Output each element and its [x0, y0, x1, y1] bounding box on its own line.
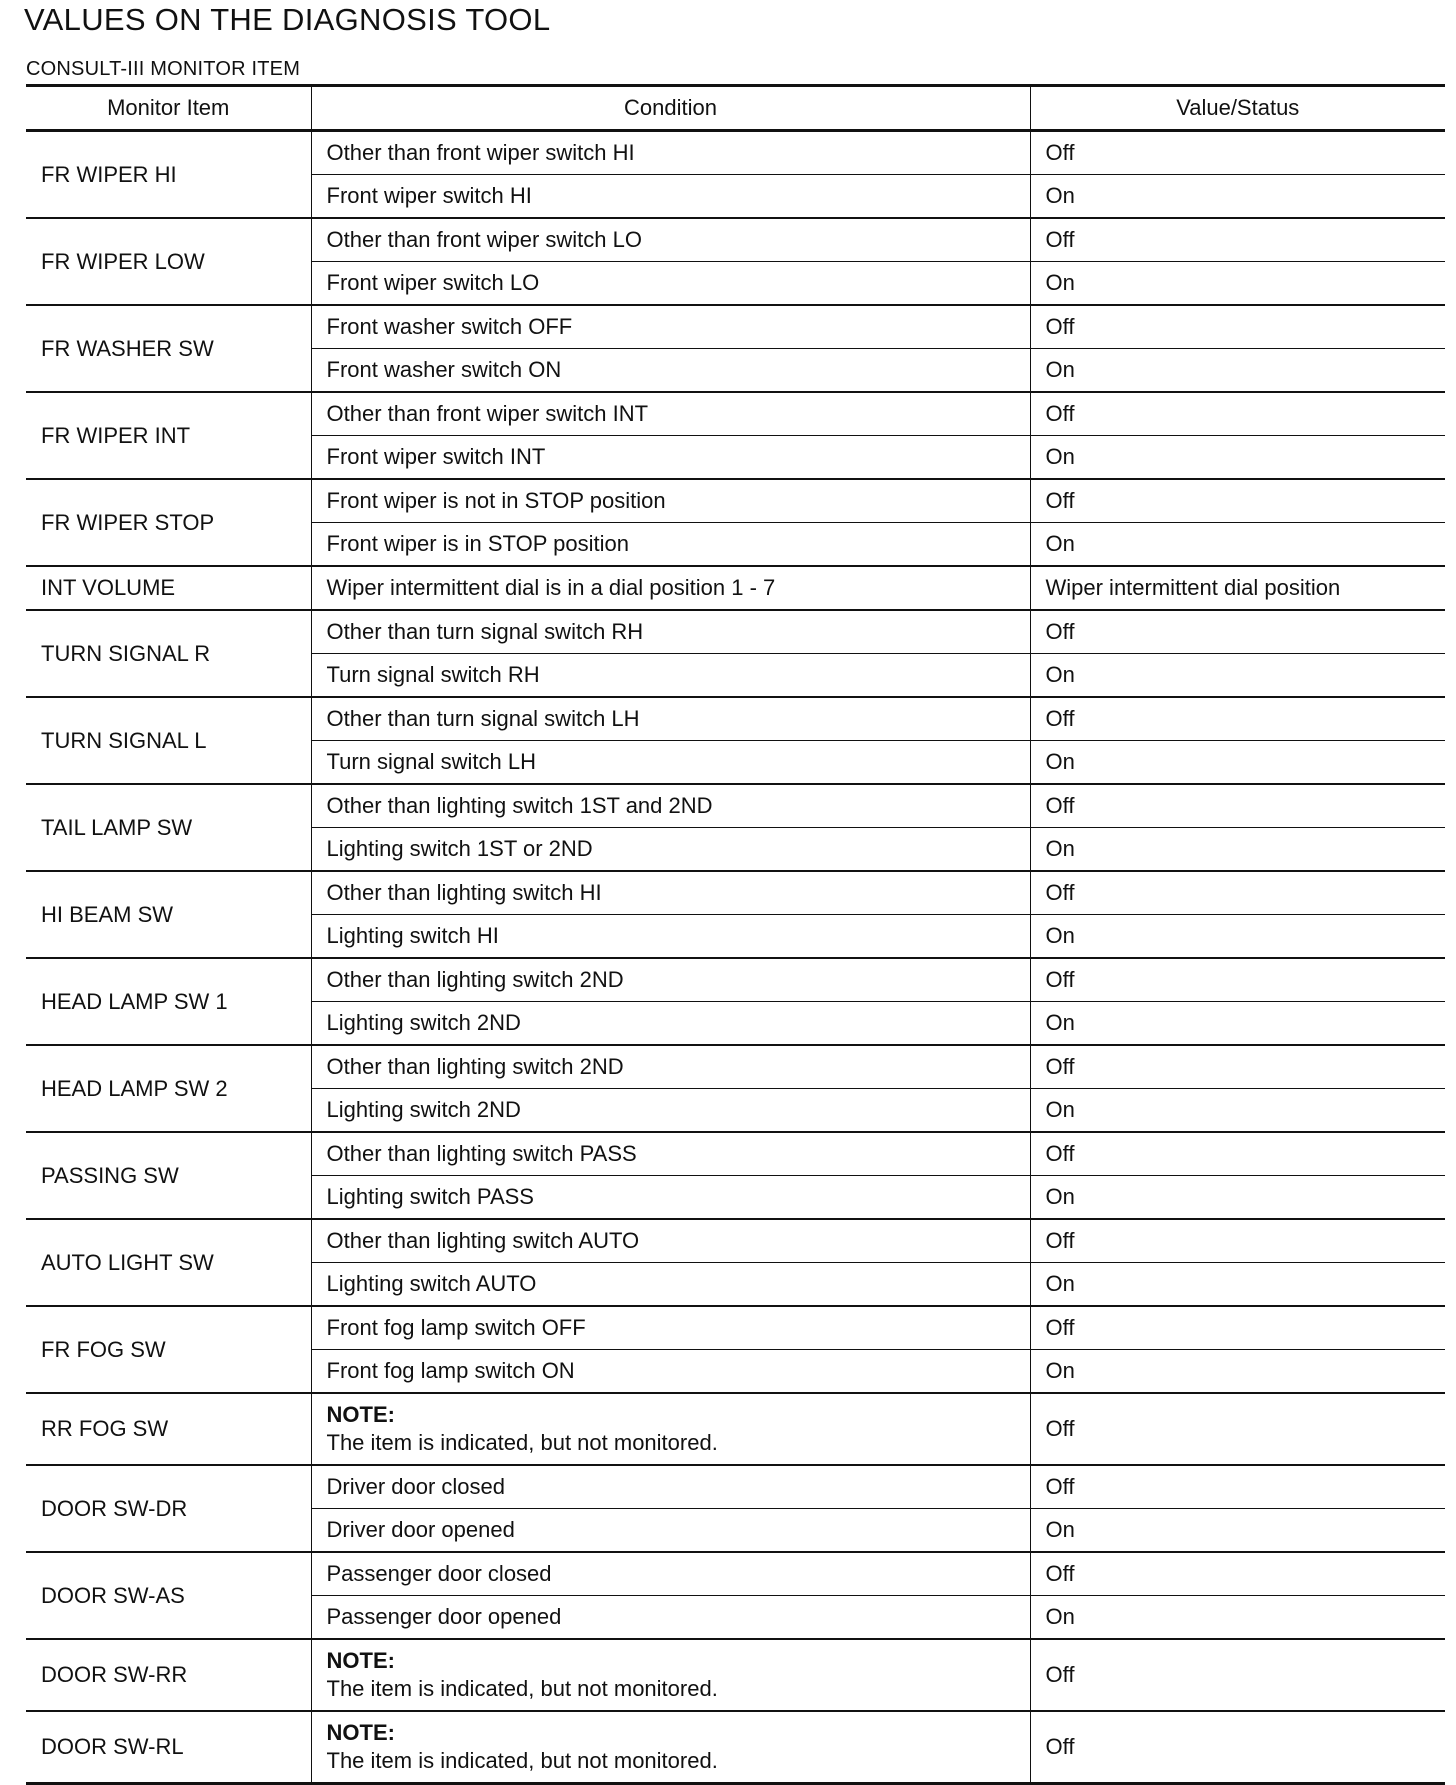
- value-status-cell: Off: [1030, 305, 1445, 349]
- monitor-item-cell: FR WIPER INT: [26, 392, 311, 479]
- value-status-cell: On: [1030, 1002, 1445, 1046]
- table-row: [26, 1465, 1445, 1509]
- header-monitor-item: Monitor Item: [26, 86, 311, 131]
- condition-cell: Front wiper is not in STOP position: [311, 479, 1030, 523]
- note-label: NOTE:: [326, 1648, 395, 1673]
- condition-cell: Lighting switch 2ND: [311, 1002, 1030, 1046]
- table-row: [26, 131, 1445, 175]
- monitor-item-table: [26, 84, 1445, 1785]
- value-status-cell: On: [1030, 175, 1445, 219]
- value-status-cell: Off: [1030, 218, 1445, 262]
- note-label: NOTE:: [326, 1402, 395, 1427]
- condition-cell: Other than lighting switch 1ST and 2ND: [311, 784, 1030, 828]
- condition-cell: Lighting switch 2ND: [311, 1089, 1030, 1133]
- monitor-item-cell: TURN SIGNAL R: [26, 610, 311, 697]
- table-body: [26, 131, 1445, 1784]
- value-status-cell: On: [1030, 828, 1445, 872]
- condition-cell: Other than lighting switch PASS: [311, 1132, 1030, 1176]
- value-status-cell: On: [1030, 1089, 1445, 1133]
- condition-cell: Lighting switch 1ST or 2ND: [311, 828, 1030, 872]
- monitor-item-cell: HEAD LAMP SW 1: [26, 958, 311, 1045]
- value-status-cell: Off: [1030, 1393, 1445, 1465]
- condition-cell: Driver door closed: [311, 1465, 1030, 1509]
- value-status-cell: On: [1030, 1263, 1445, 1307]
- value-status-cell: Off: [1030, 1552, 1445, 1596]
- condition-cell: Other than lighting switch HI: [311, 871, 1030, 915]
- note-text: The item is indicated, but not monitored.: [326, 1748, 718, 1773]
- condition-cell: Other than front wiper switch INT: [311, 392, 1030, 436]
- table-row: [26, 1132, 1445, 1176]
- value-status-cell: Off: [1030, 871, 1445, 915]
- value-status-cell: On: [1030, 1176, 1445, 1220]
- condition-cell: Other than lighting switch 2ND: [311, 1045, 1030, 1089]
- value-status-cell: Off: [1030, 1306, 1445, 1350]
- value-status-cell: On: [1030, 523, 1445, 567]
- condition-cell: Other than front wiper switch LO: [311, 218, 1030, 262]
- value-status-cell: Off: [1030, 1711, 1445, 1784]
- condition-cell: Other than front wiper switch HI: [311, 131, 1030, 175]
- condition-cell: Front wiper is in STOP position: [311, 523, 1030, 567]
- table-row: [26, 305, 1445, 349]
- value-status-cell: Off: [1030, 1045, 1445, 1089]
- section-title: CONSULT-III MONITOR ITEM: [26, 58, 301, 80]
- condition-cell: Lighting switch PASS: [311, 1176, 1030, 1220]
- value-status-cell: Off: [1030, 1219, 1445, 1263]
- value-status-cell: Off: [1030, 610, 1445, 654]
- table-row: [26, 1393, 1445, 1465]
- table-row: [26, 392, 1445, 436]
- monitor-item-cell: FR WIPER LOW: [26, 218, 311, 305]
- condition-cell: Driver door opened: [311, 1509, 1030, 1553]
- monitor-item-cell: RR FOG SW: [26, 1393, 311, 1465]
- value-status-cell: Off: [1030, 958, 1445, 1002]
- value-status-cell: On: [1030, 1596, 1445, 1640]
- table-row: [26, 479, 1445, 523]
- value-status-cell: Off: [1030, 131, 1445, 175]
- condition-cell: Passenger door closed: [311, 1552, 1030, 1596]
- value-status-cell: On: [1030, 741, 1445, 785]
- monitor-item-cell: FR WIPER STOP: [26, 479, 311, 566]
- condition-cell: Front wiper switch INT: [311, 436, 1030, 480]
- condition-cell: Other than lighting switch 2ND: [311, 958, 1030, 1002]
- monitor-item-cell: FR WIPER HI: [26, 131, 311, 219]
- condition-cell: Other than turn signal switch LH: [311, 697, 1030, 741]
- monitor-item-cell: DOOR SW-DR: [26, 1465, 311, 1552]
- value-status-cell: Wiper intermittent dial position: [1030, 566, 1445, 610]
- table-row: [26, 610, 1445, 654]
- value-status-cell: On: [1030, 436, 1445, 480]
- condition-cell: Other than turn signal switch RH: [311, 610, 1030, 654]
- table-row: [26, 1045, 1445, 1089]
- table-row: [26, 566, 1445, 610]
- condition-cell: Front wiper switch LO: [311, 262, 1030, 306]
- table-row: [26, 1711, 1445, 1784]
- condition-cell: Turn signal switch LH: [311, 741, 1030, 785]
- table-row: [26, 1552, 1445, 1596]
- condition-cell: Turn signal switch RH: [311, 654, 1030, 698]
- monitor-item-cell: PASSING SW: [26, 1132, 311, 1219]
- note-text: The item is indicated, but not monitored.: [326, 1676, 718, 1701]
- monitor-item-cell: FR WASHER SW: [26, 305, 311, 392]
- header-value-status: Value/Status: [1030, 86, 1445, 131]
- condition-cell: Front fog lamp switch OFF: [311, 1306, 1030, 1350]
- monitor-item-cell: HI BEAM SW: [26, 871, 311, 958]
- table-row: [26, 958, 1445, 1002]
- monitor-item-cell: DOOR SW-RL: [26, 1711, 311, 1784]
- condition-cell: Other than lighting switch AUTO: [311, 1219, 1030, 1263]
- monitor-item-cell: TAIL LAMP SW: [26, 784, 311, 871]
- condition-cell: Wiper intermittent dial is in a dial position 1 - 7: [311, 566, 1030, 610]
- table-row: [26, 1219, 1445, 1263]
- document-title: VALUES ON THE DIAGNOSIS TOOL: [24, 2, 551, 37]
- monitor-item-cell: FR FOG SW: [26, 1306, 311, 1393]
- table-row: [26, 1639, 1445, 1711]
- condition-cell: Lighting switch HI: [311, 915, 1030, 959]
- monitor-item-cell: DOOR SW-RR: [26, 1639, 311, 1711]
- condition-cell: Front fog lamp switch ON: [311, 1350, 1030, 1394]
- value-status-cell: Off: [1030, 392, 1445, 436]
- value-status-cell: Off: [1030, 479, 1445, 523]
- table-row: [26, 697, 1445, 741]
- condition-cell: Front wiper switch HI: [311, 175, 1030, 219]
- condition-cell: [311, 1639, 1030, 1711]
- table-row: [26, 1306, 1445, 1350]
- note-text: The item is indicated, but not monitored.: [326, 1430, 718, 1455]
- value-status-cell: On: [1030, 1509, 1445, 1553]
- note-label: NOTE:: [326, 1720, 395, 1745]
- condition-cell: Front washer switch ON: [311, 349, 1030, 393]
- monitor-item-cell: INT VOLUME: [26, 566, 311, 610]
- value-status-cell: Off: [1030, 1132, 1445, 1176]
- condition-cell: [311, 1393, 1030, 1465]
- value-status-cell: Off: [1030, 1465, 1445, 1509]
- header-condition: Condition: [311, 86, 1030, 131]
- value-status-cell: On: [1030, 1350, 1445, 1394]
- monitor-item-cell: HEAD LAMP SW 2: [26, 1045, 311, 1132]
- value-status-cell: On: [1030, 349, 1445, 393]
- condition-cell: [311, 1711, 1030, 1784]
- monitor-item-cell: AUTO LIGHT SW: [26, 1219, 311, 1306]
- value-status-cell: On: [1030, 262, 1445, 306]
- monitor-item-cell: TURN SIGNAL L: [26, 697, 311, 784]
- condition-cell: Front washer switch OFF: [311, 305, 1030, 349]
- value-status-cell: Off: [1030, 1639, 1445, 1711]
- table-row: [26, 784, 1445, 828]
- monitor-item-cell: DOOR SW-AS: [26, 1552, 311, 1639]
- value-status-cell: On: [1030, 654, 1445, 698]
- table-row: [26, 871, 1445, 915]
- table-row: [26, 218, 1445, 262]
- condition-cell: Lighting switch AUTO: [311, 1263, 1030, 1307]
- value-status-cell: Off: [1030, 697, 1445, 741]
- table-header-row: [26, 86, 1445, 131]
- condition-cell: Passenger door opened: [311, 1596, 1030, 1640]
- value-status-cell: Off: [1030, 784, 1445, 828]
- value-status-cell: On: [1030, 915, 1445, 959]
